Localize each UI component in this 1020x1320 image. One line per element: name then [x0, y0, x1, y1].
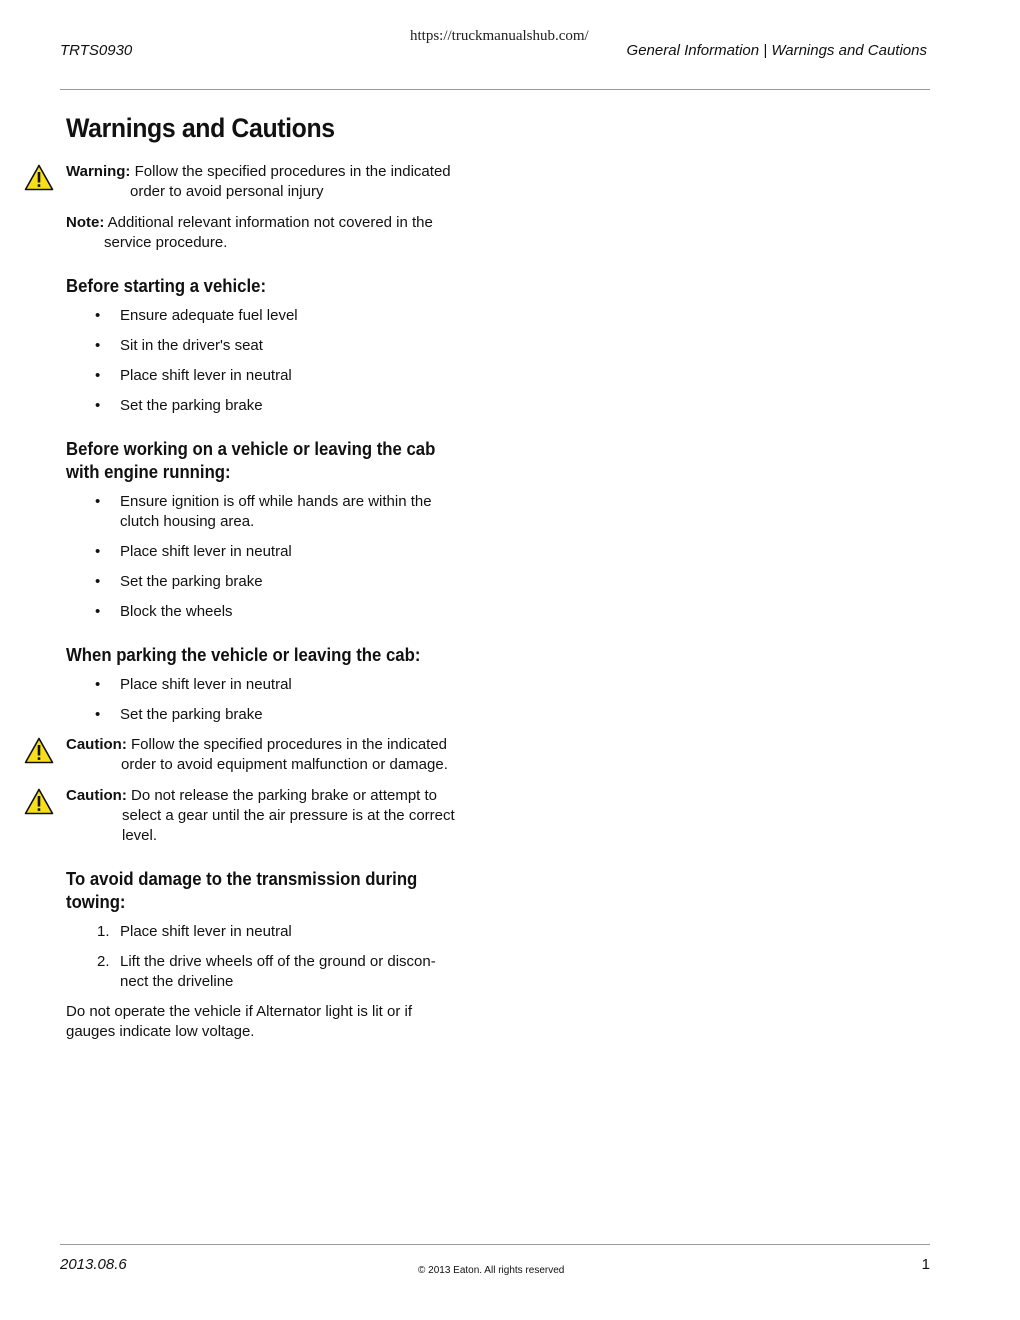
warning-label: Warning:: [66, 163, 131, 180]
bullet-mark: •: [95, 397, 101, 414]
towing-steps-list: [66, 922, 466, 992]
list-item: [66, 366, 466, 386]
caution-label: Caution:: [66, 736, 127, 753]
list-item: [66, 542, 466, 562]
warning-callout: [66, 162, 466, 202]
caution-label: Caution:: [66, 787, 127, 804]
caution-callout: [66, 786, 466, 846]
header-section-title: General Information | Warnings and Cautions: [626, 42, 927, 59]
list-item: [66, 675, 466, 695]
closing-paragraph: [66, 1002, 466, 1042]
when-parking-list: [66, 675, 466, 725]
before-starting-list: [66, 306, 466, 416]
section-heading-before-working: [66, 438, 457, 484]
section-heading-when-parking: When parking the vehicle or leaving the cab:: [66, 645, 421, 665]
note-callout: [66, 213, 466, 253]
footer-date: 2013.08.6: [60, 1256, 127, 1273]
warning-triangle-icon: [24, 737, 54, 764]
bullet-mark: •: [95, 337, 101, 354]
list-item: [66, 952, 466, 992]
note-text-line2: service procedure.: [104, 234, 228, 251]
closing-line2: gauges indicate low voltage.: [66, 1023, 255, 1040]
caution-text-line2: select a gear until the air pressure is at the correct: [122, 807, 455, 824]
section-heading-towing: [66, 868, 457, 914]
list-item-text: Place shift lever in neutral: [120, 676, 292, 693]
footer-divider: [60, 1244, 930, 1245]
warning-text-line1: Follow the specified procedures in the indicated: [134, 163, 451, 180]
page-title: Warnings and Cautions: [66, 113, 335, 143]
page-number: 1: [921, 1256, 930, 1273]
closing-line1: Do not operate the vehicle if Alternator light is lit or if: [66, 1003, 413, 1020]
list-item: [66, 922, 466, 942]
main-content: [66, 111, 466, 1042]
list-item: [66, 396, 466, 416]
list-item-text: Set the parking brake: [120, 573, 263, 590]
bullet-mark: •: [95, 676, 101, 693]
heading-line: with engine running:: [66, 462, 231, 482]
list-item: [66, 492, 466, 532]
caution-callout: [66, 735, 466, 775]
list-item-text: Ensure adequate fuel level: [120, 307, 298, 324]
list-item-text: Block the wheels: [120, 603, 233, 620]
bullet-mark: •: [95, 706, 101, 723]
warning-text-line2: order to avoid personal injury: [130, 183, 324, 200]
list-item-text: Ensure ignition is off while hands are within the: [120, 493, 432, 510]
footer-copyright: © 2013 Eaton. All rights reserved: [418, 1265, 565, 1276]
list-item-text: Place shift lever in neutral: [120, 543, 292, 560]
section-heading-before-starting: Before starting a vehicle:: [66, 276, 267, 296]
list-item-text-cont: clutch housing area.: [120, 513, 255, 530]
note-label: Note:: [66, 214, 105, 231]
bullet-mark: •: [95, 493, 101, 510]
list-item: [66, 306, 466, 326]
bullet-mark: •: [95, 307, 101, 324]
document-id: TRTS0930: [60, 42, 133, 59]
caution-text-line1: Do not release the parking brake or attempt to: [131, 787, 438, 804]
heading-line: towing:: [66, 892, 126, 912]
heading-line: To avoid damage to the transmission during: [66, 869, 418, 889]
warning-triangle-icon: [24, 164, 54, 191]
bullet-mark: •: [95, 603, 101, 620]
caution-text-line3: level.: [122, 827, 158, 844]
list-item-text: Place shift lever in neutral: [120, 367, 292, 384]
step-number: 2.: [97, 953, 110, 970]
list-item: [66, 336, 466, 356]
bullet-mark: •: [95, 573, 101, 590]
before-working-list: [66, 492, 466, 622]
warning-triangle-icon: [24, 788, 54, 815]
caution-text-line2: order to avoid equipment malfunction or damage.: [121, 756, 448, 773]
list-item-text: Lift the drive wheels off of the ground or discon-: [120, 953, 436, 970]
note-text-line1: Additional relevant information not covered in the: [107, 214, 433, 231]
bullet-mark: •: [95, 367, 101, 384]
heading-line: Before working on a vehicle or leaving the cab: [66, 439, 436, 459]
list-item-text: Set the parking brake: [120, 706, 263, 723]
caution-text-line1: Follow the specified procedures in the indicated: [131, 736, 448, 753]
list-item: [66, 705, 466, 725]
source-url: https://truckmanualshub.com/: [410, 28, 589, 44]
list-item-text: Place shift lever in neutral: [120, 923, 292, 940]
bullet-mark: •: [95, 543, 101, 560]
step-number: 1.: [97, 923, 110, 940]
list-item-text-cont: nect the driveline: [120, 973, 234, 990]
header-divider: [60, 89, 930, 90]
list-item: [66, 602, 466, 622]
list-item: [66, 572, 466, 592]
list-item-text: Sit in the driver's seat: [120, 337, 263, 354]
list-item-text: Set the parking brake: [120, 397, 263, 414]
